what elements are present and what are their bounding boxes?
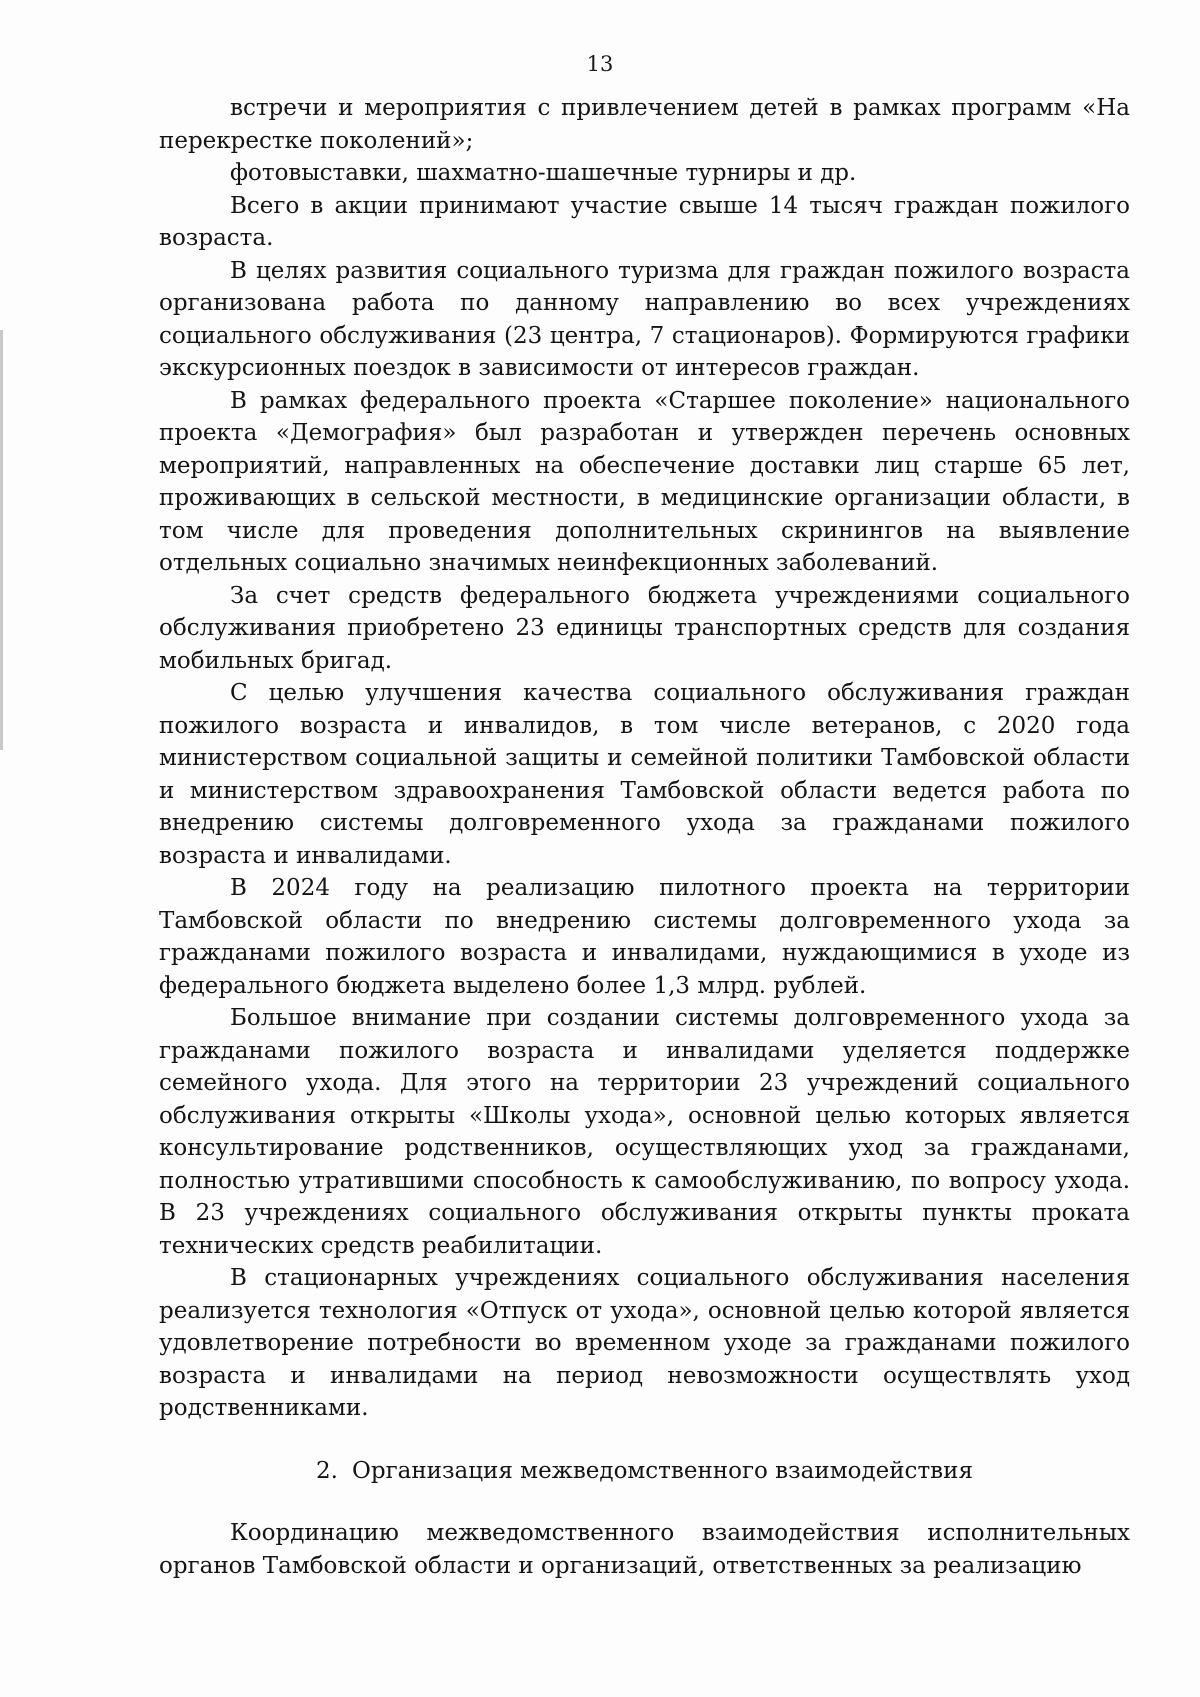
section-number: 2. <box>316 1457 338 1484</box>
section-heading <box>159 1455 1130 1488</box>
paragraph-4: В целях развития социального туризма для граждан пожилого возраста организована работа по данному направлению во всех учреждениях социального обслуживания (23 центра, 7 стационаров). Формируются графики экскурсионных поездок в зависимости от интересов граждан. <box>159 257 1130 381</box>
paragraph-8: В 2024 году на реализацию пилотного проекта на территории Тамбовской области по внедрению системы долговременного ухода за гражданами пожилого возраста и инвалидами, нуждающимися в уходе из федерального бюджета выделено более 1,3 млрд. рублей. <box>159 875 1130 999</box>
paragraph-2: фотовыставки, шахматно-шашечные турниры и др. <box>230 160 857 186</box>
paragraph-1: встречи и мероприятия с привлечением детей в рамках программ «На перекрестке поколений»; <box>159 95 1130 154</box>
paragraph-5: В рамках федерального проекта «Старшее поколение» национального проекта «Демография» был разработан и утвержден перечень основных мероприятий, направленных на обеспечение доставки лиц старше 65 лет, проживающих в сельской местности, в медицинские организации области, в том числе для проведения дополнительных скринингов на выявление отдельных социально значимых неинфекционных заболеваний. <box>159 387 1130 576</box>
section-title: Организация межведомственного взаимодействия <box>351 1457 973 1484</box>
scan-edge-mark <box>0 330 3 750</box>
paragraph-11: Координацию межведомственного взаимодействия исполнительных органов Тамбовской области и организаций, ответственных за реализацию <box>159 1520 1130 1579</box>
paragraph-3: Всего в акции принимают участие свыше 14 тысяч граждан пожилого возраста. <box>159 192 1130 251</box>
paragraph-10: В стационарных учреждениях социального обслуживания населения реализуется технология «Отпуск от ухода», основной целью которой является удовлетворение потребности во временном уходе за гражданами пожилого возраста и инвалидами на период невозможности осуществлять уход родственниками. <box>159 1265 1130 1421</box>
document-body <box>159 92 1130 1582</box>
page-number: 13 <box>586 52 614 76</box>
paragraph-9: Большое внимание при создании системы долговременного ухода за гражданами пожилого возраста и инвалидами уделяется поддержке семейного ухода. Для этого на территории 23 учреждений социального обслуживания открыты «Школы ухода», основной целью которых является консультирование родственников, осуществляющих уход за гражданами, полностью утратившими способность к самообслуживанию, по вопросу ухода. В 23 учреждениях социального обслуживания открыты пункты проката технических средств реабилитации. <box>159 1005 1130 1259</box>
paragraph-7: С целью улучшения качества социального обслуживания граждан пожилого возраста и инвалидов, в том числе ветеранов, с 2020 года министерством социальной защиты и семейной политики Тамбовской области и министерством здравоохранения Тамбовской области ведется работа по внедрению системы долговременного ухода за гражданами пожилого возраста и инвалидами. <box>159 680 1130 869</box>
paragraph-6: За счет средств федерального бюджета учреждениями социального обслуживания приобретено 23 единицы транспортных средств для создания мобильных бригад. <box>159 582 1130 674</box>
